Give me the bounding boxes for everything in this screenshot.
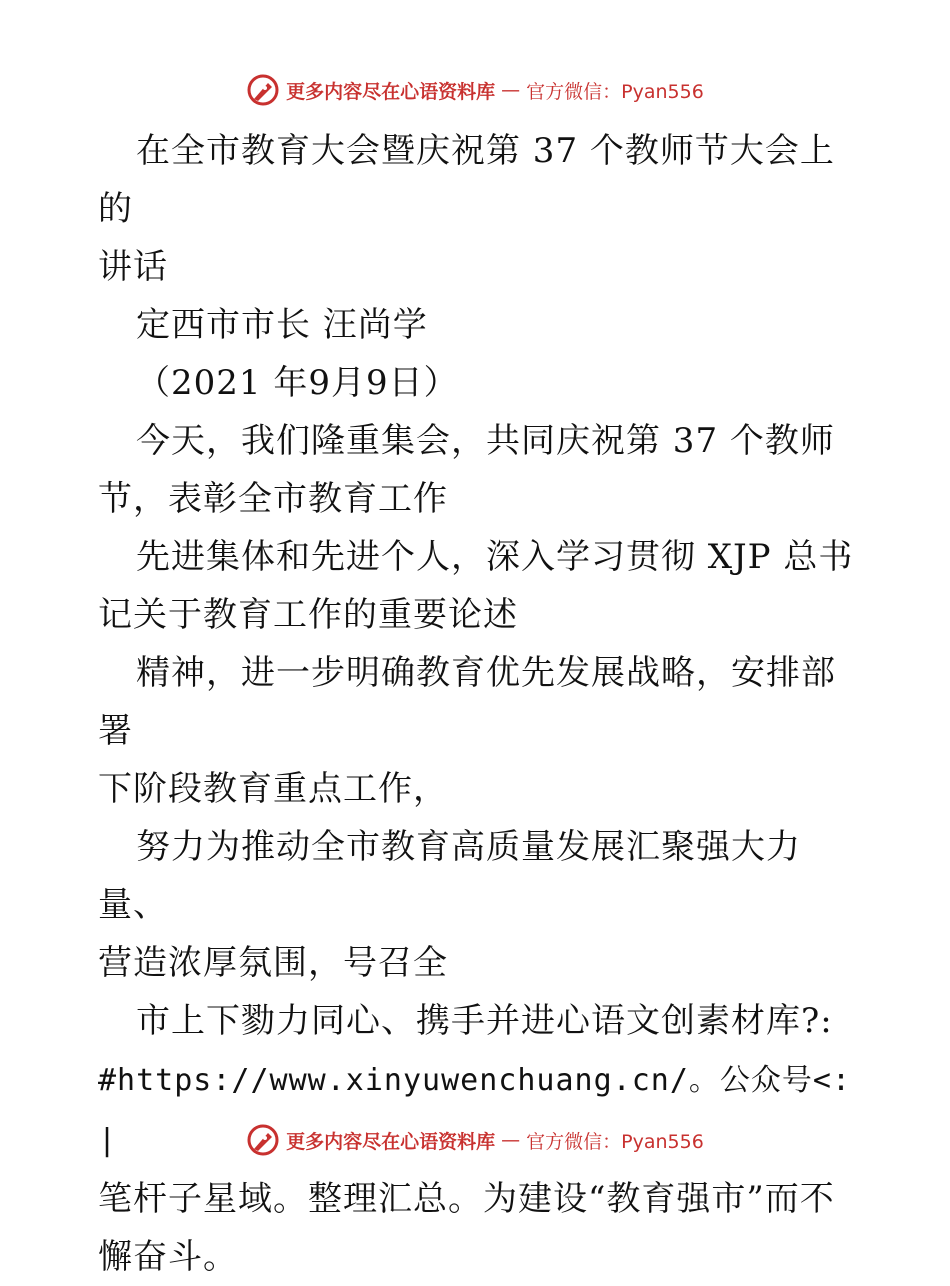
paragraph-line: 懈奋斗。 (98, 1237, 238, 1277)
paragraph (98, 528, 854, 644)
speech-title-line1: 在全市教育大会暨庆祝第 37 个教师节大会上的 (98, 131, 835, 229)
paragraph-line: 营造浓厚氛围，号召全 (98, 943, 448, 983)
paragraph (98, 644, 854, 818)
speech-title (98, 122, 854, 296)
paragraph-line: 市上下勠力同心、携手并进心语文创素材库?: (136, 1001, 833, 1041)
speech-title-line2: 讲话 (98, 247, 168, 287)
paragraph-line: 记关于教育工作的重要论述 (98, 595, 518, 635)
banner-wechat-text: 官方微信：Pyan556 (526, 80, 704, 103)
paragraph-line: 笔杆子星域。整理汇总。为建设“教育强市”而不 (98, 1179, 835, 1219)
pen-nib-logo-icon (246, 73, 280, 107)
paragraph-url-line: #https://www.xinyuwenchuang.cn/。公众号<: | (98, 1063, 852, 1158)
paragraph-line: 先进集体和先进个人，深入学习贯彻 XJP 总书 (136, 537, 854, 577)
pen-nib-logo-icon (246, 1123, 280, 1157)
banner-wechat-text: 官方微信：Pyan556 (526, 1130, 704, 1153)
footer-watermark-banner (0, 1120, 950, 1160)
paragraph-line: 精神，进一步明确教育优先发展战略，安排部署 (98, 653, 836, 751)
paragraph (98, 412, 854, 528)
paragraph (98, 818, 854, 992)
document-body (98, 122, 854, 1286)
banner-separator: — (501, 1129, 521, 1151)
speech-date: （2021 年9月9日） (136, 363, 459, 403)
paragraph-line: 努力为推动全市教育高质量发展汇聚强大力量、 (98, 827, 801, 925)
header-watermark-banner (0, 70, 950, 110)
banner-main-text: 更多内容尽在心语资料库 (286, 1130, 496, 1153)
paragraph-line: 下阶段教育重点工作， (98, 769, 448, 809)
speech-author: 定西市市长 汪尚学 (136, 305, 428, 345)
banner-separator: — (501, 79, 521, 101)
banner-main-text: 更多内容尽在心语资料库 (286, 80, 496, 103)
paragraph-line: 节，表彰全市教育工作 (98, 479, 448, 519)
paragraph-line: 今天，我们隆重集会，共同庆祝第 37 个教师 (136, 421, 835, 461)
